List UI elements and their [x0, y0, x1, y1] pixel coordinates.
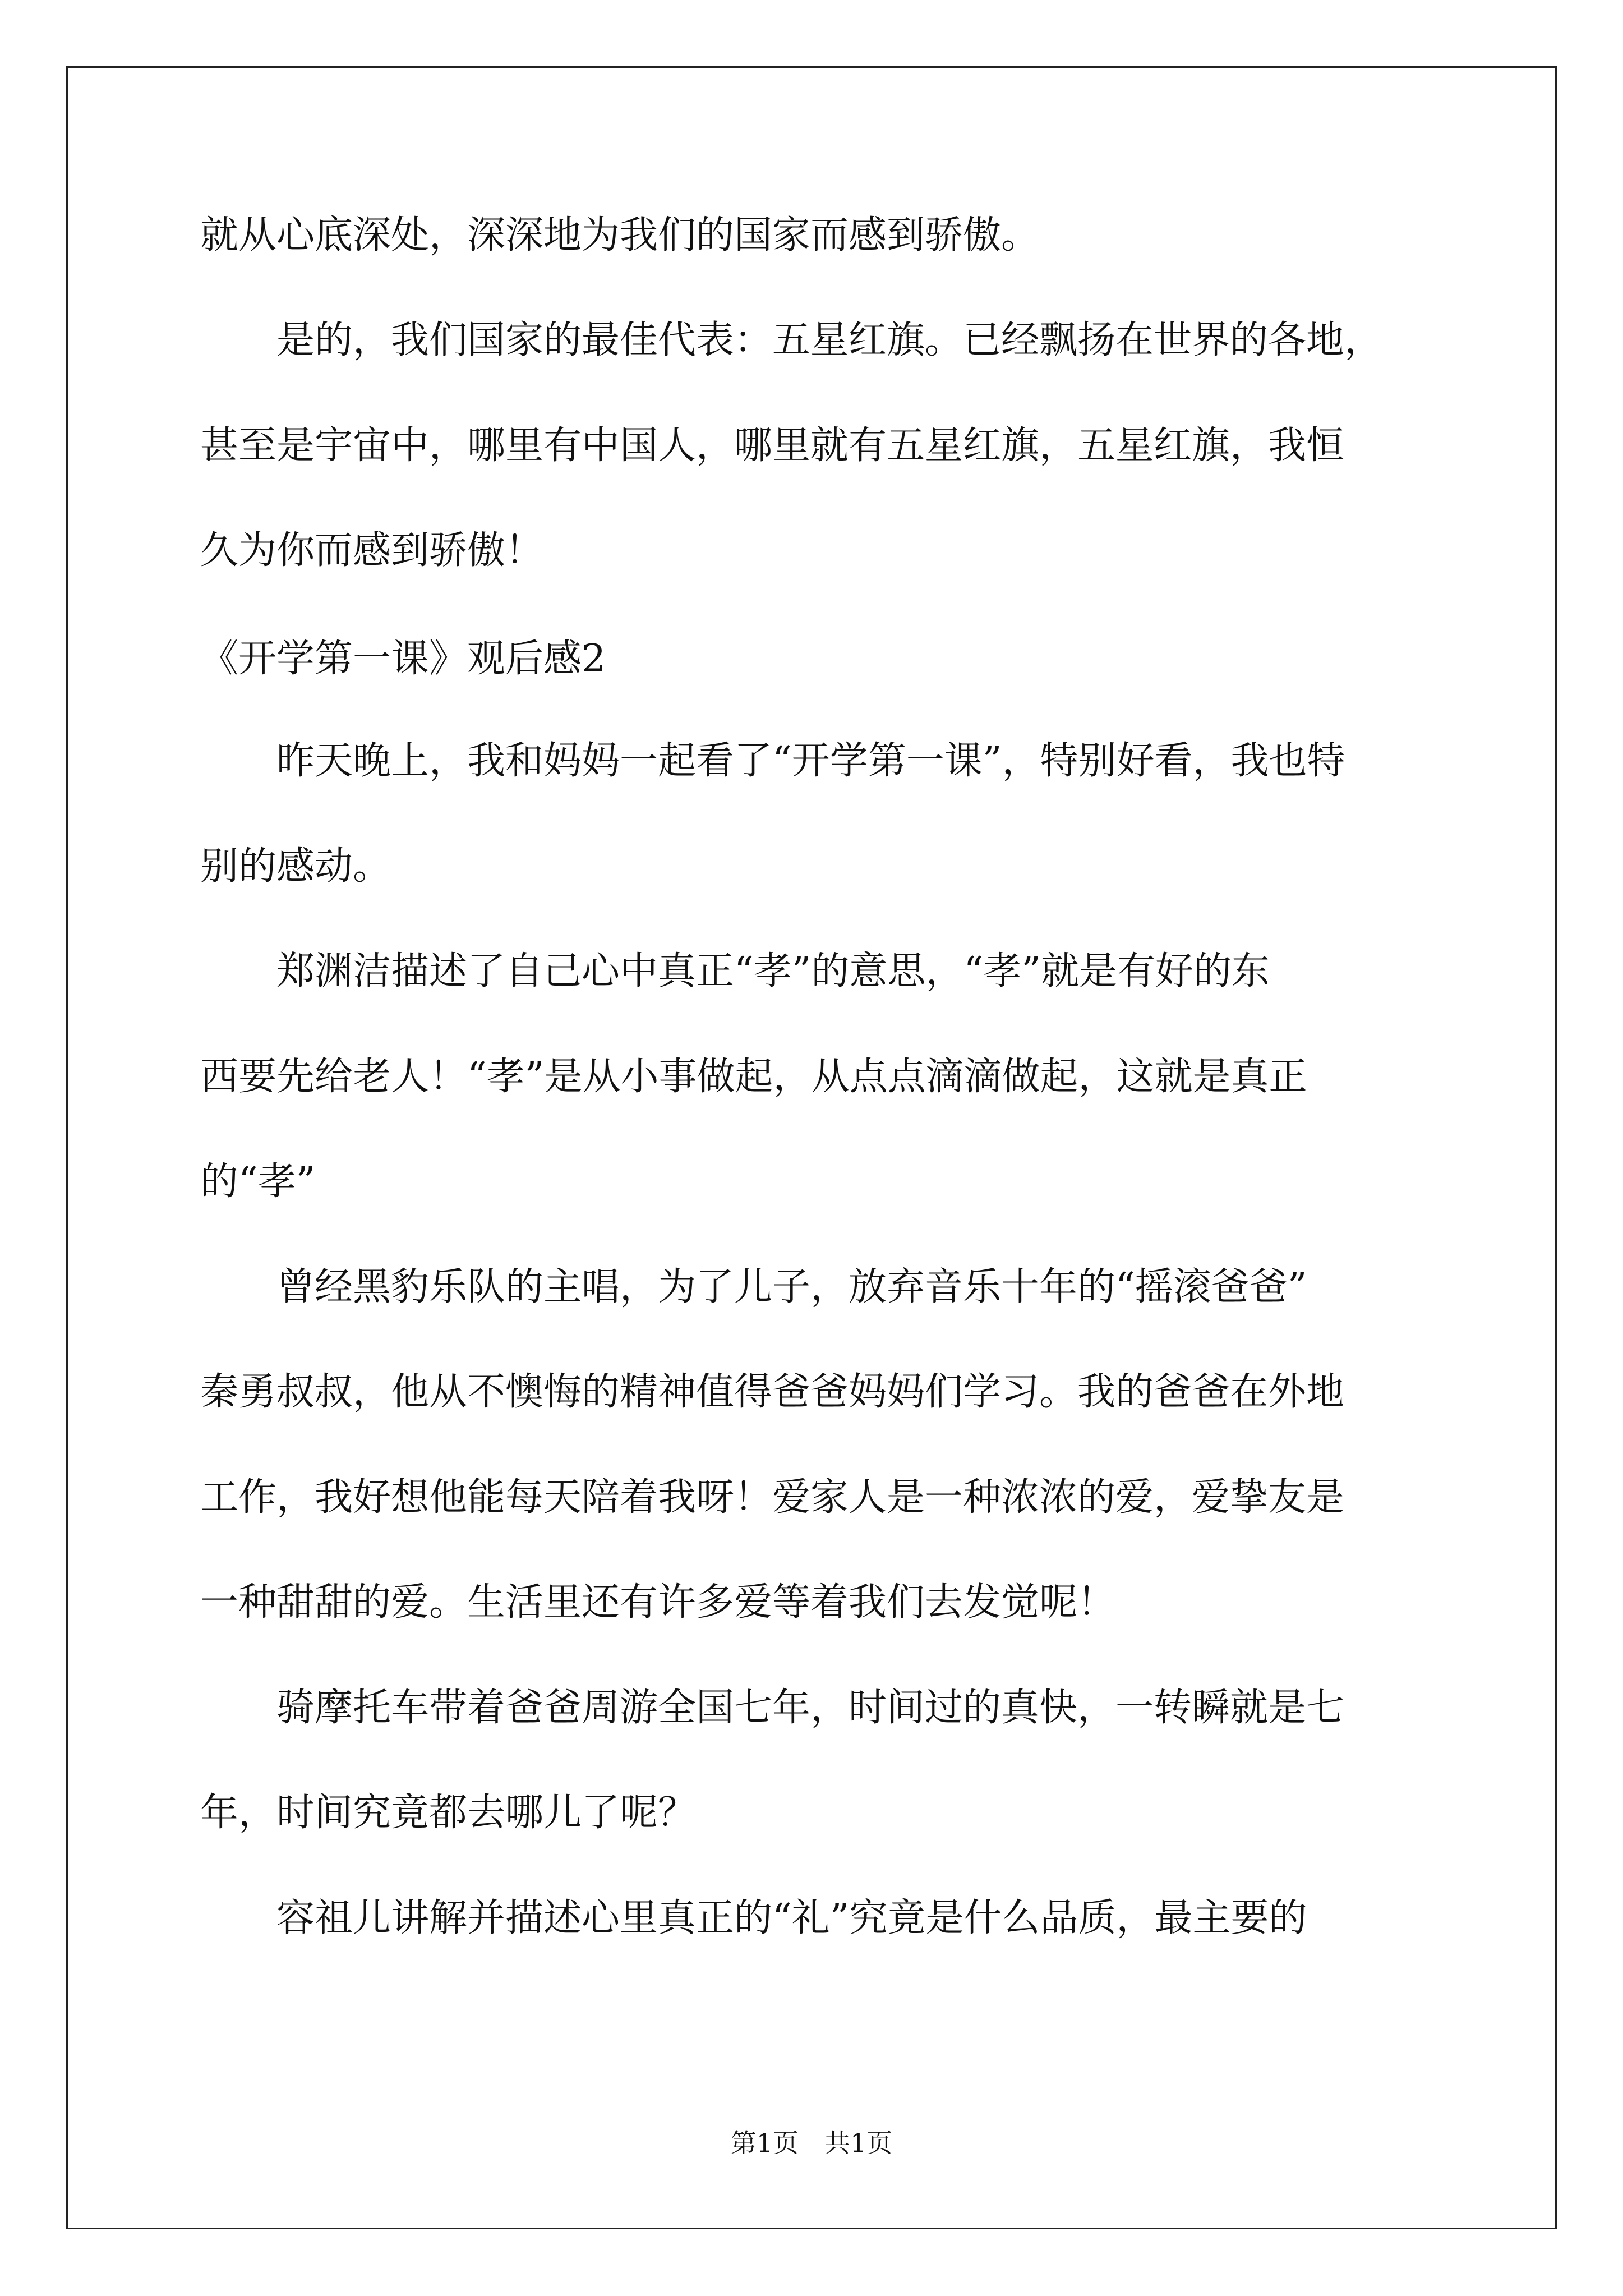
paragraph-line: 甚至是宇宙中，哪里有中国人，哪里就有五星红旗，五星红旗，我恒 [200, 424, 1345, 468]
page-number-footer: 第1页 共1页 [730, 2128, 893, 2158]
paragraph-line: 年，时间究竟都去哪儿了呢？ [200, 1791, 697, 1835]
paragraph-line: 西要先给老人！“孝”是从小事做起，从点点滴滴做起，这就是真正 [200, 1055, 1307, 1099]
paragraph-line: 工作，我好想他能每天陪着我呀！爱家人是一种浓浓的爱，爱挚友是 [200, 1475, 1345, 1520]
paragraph-line: 郑渊洁描述了自己心中真正“孝”的意思，“孝”就是有好的东 [200, 949, 1270, 993]
paragraph-line: 骑摩托车带着爸爸周游全国七年，时间过的真快，一转瞬就是七 [200, 1686, 1345, 1730]
paragraph-line: 一种甜甜的爱。生活里还有许多爱等着我们去发觉呢！ [200, 1580, 1116, 1625]
paragraph-line: 别的感动。 [200, 844, 391, 889]
section-heading: 《开学第一课》观后感2 [200, 637, 606, 681]
paragraph-line: 就从心底深处，深深地为我们的国家而感到骄傲。 [200, 213, 1040, 257]
paragraph-line: 容祖儿讲解并描述心里真正的“礼”究竟是什么品质，最主要的 [200, 1896, 1307, 1940]
paragraph-line: 是的，我们国家的最佳代表：五星红旗。已经飘扬在世界的各地， [200, 318, 1383, 362]
paragraph-line: 秦勇叔叔，他从不懊悔的精神值得爸爸妈妈们学习。我的爸爸在外地 [200, 1370, 1345, 1414]
paragraph-line: 曾经黑豹乐队的主唱，为了儿子，放弃音乐十年的“摇滚爸爸” [200, 1265, 1307, 1309]
paragraph-line: 久为你而感到骄傲！ [200, 528, 544, 573]
paragraph-line: 昨天晚上，我和妈妈一起看了“开学第一课”，特别好看，我也特 [200, 739, 1345, 783]
paragraph-line: 的“孝” [200, 1159, 316, 1204]
